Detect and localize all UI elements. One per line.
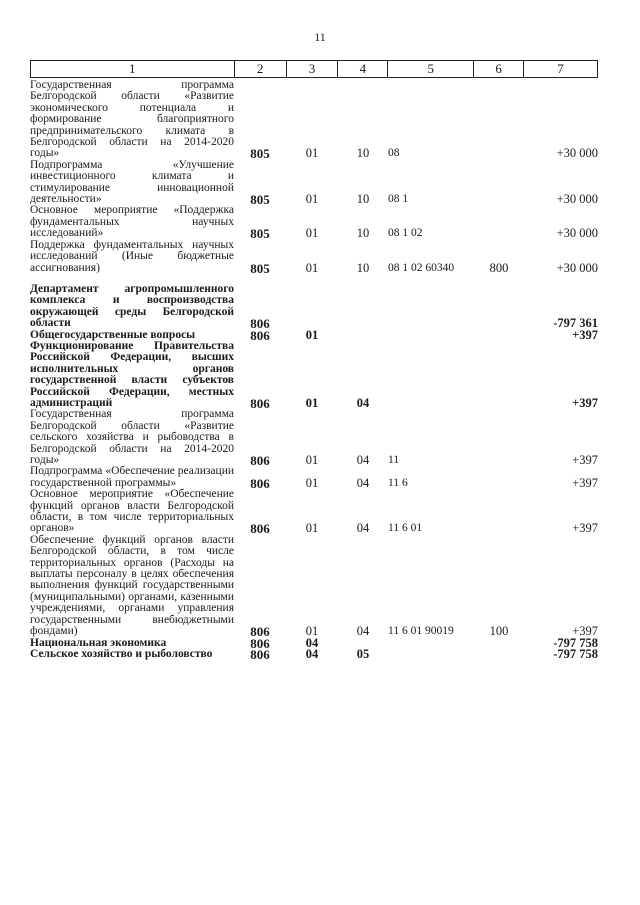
row-section-code: 01 xyxy=(305,624,319,639)
row-gr-code: 805 xyxy=(250,192,270,208)
row-amount: +30 000 xyxy=(556,260,598,275)
column-header: 5 xyxy=(388,61,474,78)
table-row xyxy=(30,284,598,330)
column-header: 6 xyxy=(474,61,524,78)
row-expense-type-code: 800 xyxy=(489,260,509,275)
row-section-code: 01 xyxy=(305,260,319,275)
row-target-code xyxy=(388,341,474,409)
row-name: Государственная программа Белгородской области «Развитие экономического потенциала и формирование благоприятного предпринимательского климата в Белгородской области на 2014-2020 годы» xyxy=(30,79,234,160)
row-expense-type-code xyxy=(474,638,524,649)
row-name: Сельское хозяйство и рыболовство xyxy=(30,647,213,660)
row-name: Общегосударственные вопросы xyxy=(30,328,196,341)
row-section-code: 01 xyxy=(305,146,319,161)
table-row xyxy=(30,160,598,206)
table-row xyxy=(30,489,598,535)
row-expense-type-code: 100 xyxy=(489,624,509,639)
row-gr-code: 806 xyxy=(250,316,270,332)
column-header: 3 xyxy=(286,61,338,78)
row-amount: -797 758 xyxy=(553,646,598,661)
row-subsection-code: 04 xyxy=(356,624,370,639)
table-row xyxy=(30,205,598,239)
row-subsection-code: 10 xyxy=(356,192,370,207)
budget-table-body xyxy=(30,80,598,660)
row-target-code xyxy=(388,284,474,330)
row-amount: +397 xyxy=(572,475,598,490)
row-expense-type-code xyxy=(474,341,524,409)
row-amount: +397 xyxy=(572,453,598,467)
row-expense-type-code xyxy=(474,330,524,341)
table-row xyxy=(30,649,598,660)
row-subsection-code: 04 xyxy=(356,521,370,536)
row-gr-code: 806 xyxy=(250,635,270,651)
row-section-code: 01 xyxy=(305,226,319,241)
row-target-code xyxy=(388,638,474,649)
row-amount: +397 xyxy=(572,624,598,639)
row-subsection-code: 04 xyxy=(356,475,370,490)
row-gr-code: 806 xyxy=(250,395,270,411)
table-row xyxy=(30,409,598,466)
row-amount: +397 xyxy=(572,395,598,410)
row-target-code: 11 6 01 xyxy=(388,522,423,535)
row-subsection-code: 05 xyxy=(356,646,370,661)
row-name: Подпрограмма «Улучшение инвестиционного климата и стимулирование инновационной деятельности» xyxy=(30,158,234,206)
row-amount: +30 000 xyxy=(556,226,598,241)
row-target-code xyxy=(388,330,474,341)
row-section-code: 01 xyxy=(305,453,319,467)
row-gr-code: 806 xyxy=(250,646,270,662)
row-amount: +30 000 xyxy=(556,192,598,207)
table-row xyxy=(30,80,598,160)
row-gr-code: 806 xyxy=(250,624,270,640)
row-gr-code: 805 xyxy=(250,260,270,276)
column-header: 1 xyxy=(31,61,235,78)
row-expense-type-code xyxy=(474,160,524,206)
row-amount: +30 000 xyxy=(556,146,598,161)
row-gr-code: 805 xyxy=(250,226,270,242)
row-name: Поддержка фундаментальных научных исследований (Иные бюджетные ассигнования) xyxy=(30,238,234,274)
row-name: Основное мероприятие «Обеспечение функций органов власти Белгородской области, в том числе территориальных органов» xyxy=(30,488,234,535)
row-target-code: 08 1 02 xyxy=(388,227,423,240)
row-section-code: 04 xyxy=(305,646,319,661)
budget-table xyxy=(30,80,598,660)
row-expense-type-code xyxy=(474,649,524,660)
row-target-code: 11 6 xyxy=(388,476,408,489)
row-subsection-code: 10 xyxy=(356,226,370,241)
page-number: 11 xyxy=(314,30,326,44)
row-gr-code: 806 xyxy=(250,453,270,468)
table-row xyxy=(30,535,598,638)
row-section-code: 01 xyxy=(305,521,319,536)
row-gr-code: 806 xyxy=(250,327,270,343)
row-expense-type-code xyxy=(474,80,524,160)
row-expense-type-code xyxy=(474,409,524,466)
row-gr-code: 806 xyxy=(250,475,270,491)
row-section-code: 04 xyxy=(305,635,319,650)
row-name: Подпрограмма «Обеспечение реализации государственной программы» xyxy=(30,465,234,489)
row-expense-type-code xyxy=(474,489,524,535)
row-subsection-code: 04 xyxy=(356,395,370,410)
row-name: Государственная программа Белгородской области «Развитие сельского хозяйства и рыбоводства в Белгородской области на 2014-2020 годы» xyxy=(30,408,234,466)
column-header: 7 xyxy=(524,61,598,78)
column-header-row xyxy=(30,60,598,78)
table-row xyxy=(30,466,598,489)
row-subsection-code: 04 xyxy=(356,453,370,467)
row-gr-code: 806 xyxy=(250,521,270,537)
row-subsection-code: 10 xyxy=(356,260,370,275)
row-subsection-code xyxy=(338,284,388,330)
row-amount: +397 xyxy=(572,521,598,536)
row-section-code xyxy=(286,284,338,330)
row-name: Основное мероприятие «Поддержка фундаментальных научных исследований» xyxy=(30,204,234,240)
row-name: Функционирование Правительства Российской Федерации, высших исполнительных органов государственной власти субъектов Российской Федерации, местных администраций xyxy=(30,339,234,409)
row-name: Национальная экономика xyxy=(30,636,167,649)
row-expense-type-code xyxy=(474,205,524,239)
row-section-code: 01 xyxy=(305,192,319,207)
row-amount: -797 361 xyxy=(553,316,598,331)
table-row xyxy=(30,341,598,409)
row-target-code xyxy=(388,649,474,660)
row-target-code: 11 6 01 90019 xyxy=(388,625,454,638)
row-target-code: 08 1 02 60340 xyxy=(388,261,455,274)
row-target-code: 11 xyxy=(388,454,400,466)
column-header: 2 xyxy=(234,61,286,78)
row-expense-type-code xyxy=(474,466,524,489)
row-subsection-code xyxy=(338,330,388,341)
table-row xyxy=(30,240,598,274)
row-subsection-code: 10 xyxy=(356,146,370,161)
row-section-code: 01 xyxy=(305,475,319,490)
row-name: Обеспечение функций органов власти Белгородской области, в том числе территориальных органов (Расходы на выплаты персоналу в целях обеспечения выполнения функций государственными (муниципальными) органами, казенными учреждениями, органами управления государственными внебюджетными фондами) xyxy=(30,533,234,638)
row-amount: +397 xyxy=(572,327,598,342)
row-amount: -797 758 xyxy=(553,635,598,650)
row-section-code: 01 xyxy=(305,395,319,410)
row-gr-code: 805 xyxy=(250,146,270,162)
row-expense-type-code xyxy=(474,284,524,330)
row-name: Департамент агропромышленного комплекса и воспроизводства окружающей среды Белгородской области xyxy=(30,282,234,330)
row-target-code: 08 xyxy=(388,147,400,160)
column-header: 4 xyxy=(338,61,388,78)
row-section-code: 01 xyxy=(305,327,319,342)
row-target-code: 08 1 xyxy=(388,193,409,206)
